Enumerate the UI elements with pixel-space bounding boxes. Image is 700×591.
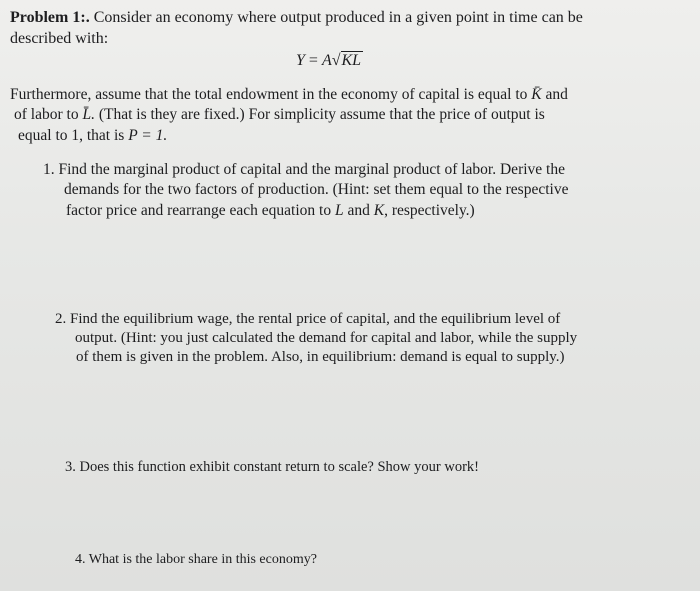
question-4-line-1 bbox=[75, 551, 317, 569]
question-text: What is the labor share in this economy? bbox=[88, 552, 317, 567]
question-text: Find the marginal product of capital and the marginal product of labor. Derive the bbox=[58, 161, 565, 178]
problem-intro-line-1 bbox=[10, 9, 583, 27]
question-number: 2. bbox=[55, 311, 67, 327]
labor-symbol: L bbox=[334, 202, 344, 219]
question-number: 1. bbox=[43, 161, 55, 178]
assumption-text-1: Furthermore, assume that the total endowment in the economy of capital is equal to bbox=[10, 86, 528, 103]
question-1-line-2: demands for the two factors of production. (Hint: set them equal to the respective bbox=[64, 181, 569, 198]
labor-endowment-symbol: L̄. bbox=[82, 106, 95, 123]
question-number: 4. bbox=[75, 552, 86, 567]
equation-radicand: KL bbox=[341, 52, 362, 69]
assumption-text-3: equal to 1, that is bbox=[18, 127, 125, 144]
equation-lhs: Y bbox=[296, 52, 305, 69]
question-2-line-1 bbox=[55, 310, 560, 328]
equation-equals: = bbox=[308, 52, 318, 69]
question-text: Does this function exhibit constant return to scale? Show your work! bbox=[79, 459, 479, 475]
question-text: Find the equilibrium wage, the rental price of capital, and the equilibrium level of bbox=[70, 311, 561, 327]
assumption-and: and bbox=[545, 86, 568, 103]
question-number: 3. bbox=[65, 459, 76, 475]
question-1-line-1 bbox=[43, 161, 565, 179]
assumption-line-1 bbox=[10, 86, 568, 104]
sqrt-icon: √ bbox=[331, 52, 341, 69]
problem-heading: Problem 1:. bbox=[10, 9, 90, 26]
equation-coeff: A bbox=[321, 52, 332, 69]
question-text: factor price and rearrange each equation to bbox=[66, 202, 332, 219]
question-text: , respectively.) bbox=[384, 202, 475, 219]
question-2-line-3: of them is given in the problem. Also, in equilibrium: demand is equal to supply.) bbox=[76, 349, 565, 365]
price-equation: P = 1. bbox=[128, 127, 168, 144]
question-1-line-3 bbox=[66, 202, 475, 220]
question-text: and bbox=[347, 202, 370, 219]
problem-intro-line-2: described with: bbox=[10, 30, 109, 47]
problem-intro-text: Consider an economy where output produced in a given point in time can be bbox=[93, 9, 583, 26]
assumption-line-2 bbox=[14, 106, 545, 124]
assumption-text-2a: of labor to bbox=[14, 106, 79, 123]
production-function-equation bbox=[296, 51, 363, 70]
capital-symbol: K bbox=[373, 202, 385, 219]
assumption-text-2b: (That is they are fixed.) For simplicity assume that the price of output is bbox=[98, 106, 545, 123]
question-2-line-2: output. (Hint: you just calculated the demand for capital and labor, while the supply bbox=[75, 330, 578, 346]
question-3-line-1 bbox=[65, 458, 479, 476]
capital-endowment-symbol: K̄ bbox=[531, 86, 542, 103]
assumption-line-3 bbox=[18, 127, 167, 145]
